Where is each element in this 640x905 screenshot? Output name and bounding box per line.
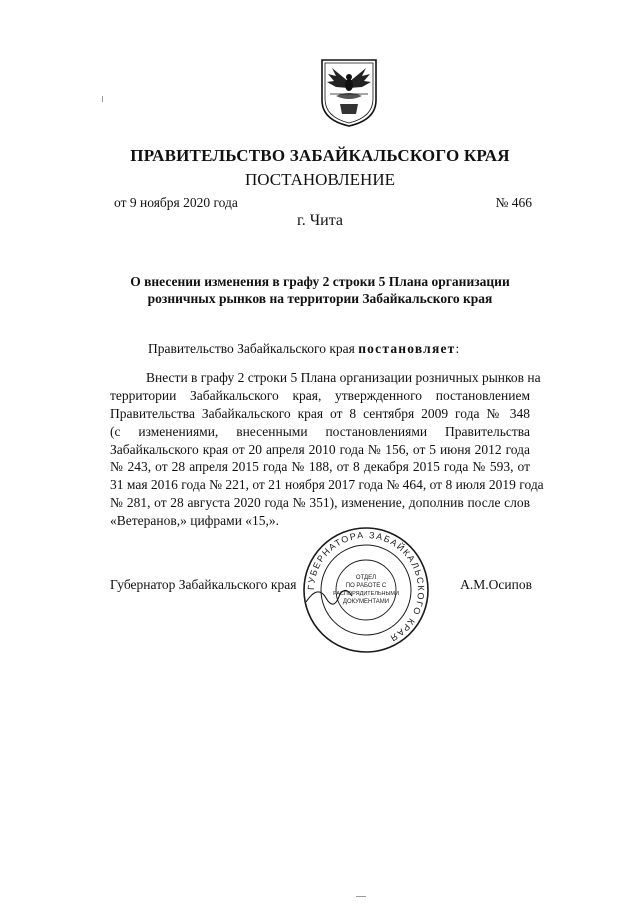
subject-line: розничных рынков на территории Забайкальского края: [147, 291, 493, 306]
body-line: № 243, от 28 апреля 2015 года № 188, от 8 декабря 2015 года № 593, от: [110, 459, 530, 475]
preamble: [148, 341, 459, 357]
preamble-emphasis: постановляет: [358, 341, 456, 356]
subject-line: О внесении изменения в графу 2 строки 5 Плана организации: [130, 274, 510, 289]
preamble-text: Правительство Забайкальского края: [148, 341, 359, 356]
office-stamp-icon: [300, 524, 432, 656]
body-line: «Ветеранов,» цифрами «15,».: [110, 513, 280, 529]
government-title: ПРАВИТЕЛЬСТВО ЗАБАЙКАЛЬСКОГО КРАЯ: [130, 146, 510, 165]
body-line: территории Забайкальского края, утвержденного постановлением: [110, 387, 530, 403]
city: г. Чита: [296, 212, 343, 229]
scan-margin-mark: [356, 896, 366, 897]
body-line: 31 мая 2016 года № 221, от 21 ноября 2017 года № 464, от 8 июля 2019 года: [110, 477, 544, 493]
stamp-inner-line: РАСПОРЯДИТЕЛЬНЫМИ: [333, 591, 399, 597]
document-type: ПОСТАНОВЛЕНИЕ: [244, 170, 395, 189]
stamp-inner-line: ПО РАБОТЕ С: [345, 583, 387, 589]
stamp-inner-line: ОТДЕЛ: [355, 575, 377, 581]
document-date: от 9 ноября 2020 года: [114, 195, 238, 210]
signatory-name: А.М.Осипов: [460, 577, 532, 592]
body-line: Забайкальского края от 20 апреля 2010 года № 156, от 5 июня 2012 года: [110, 441, 530, 457]
signatory-role: Губернатор Забайкальского края: [110, 577, 297, 592]
body-line: (с изменениями, внесенными постановлениями Правительства: [110, 423, 530, 439]
body-line: Правительства Забайкальского края от 8 сентября 2009 года № 348: [110, 405, 530, 421]
document-number: № 466: [495, 195, 532, 210]
document-subject: [110, 273, 530, 307]
stamp-inner-line: ДОКУМЕНТАМИ: [342, 599, 390, 605]
stamp-outer-text: ГУБЕРНАТОРА ЗАБАЙКАЛЬСКОГО КРАЯ: [305, 529, 427, 644]
preamble-colon: :: [455, 341, 460, 356]
body-line: № 281, от 28 августа 2020 года № 351), изменение, дополнив после слов: [110, 495, 530, 511]
scan-margin-mark: [102, 96, 103, 102]
coat-of-arms-eagle-icon: [318, 56, 380, 128]
body-paragraph: [110, 369, 544, 530]
body-line: Внести в графу 2 строки 5 Плана организации розничных рынков на: [146, 370, 541, 385]
